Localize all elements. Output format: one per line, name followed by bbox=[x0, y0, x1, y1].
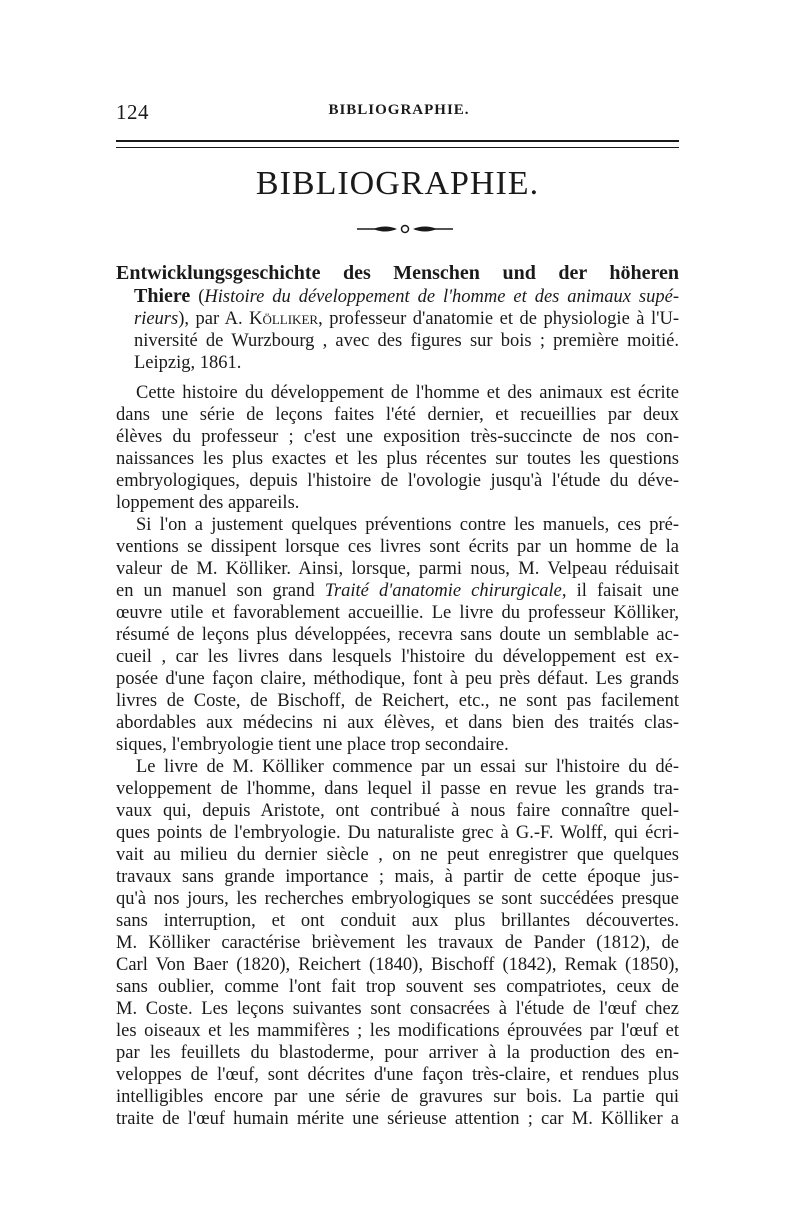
ornament-divider-icon bbox=[355, 222, 455, 236]
book-title-german: Entwicklungsgeschichte des Menschen und der höheren bbox=[116, 262, 679, 284]
double-rule-divider bbox=[116, 140, 679, 148]
body-line: loppement des appareils. bbox=[116, 493, 300, 513]
body-line: ques points de l'embryologie. Du naturaliste grec à G.-F. Wolff, qui écri- bbox=[116, 823, 679, 843]
entry-line: niversité de Wurzbourg , avec des figures sur bois ; première moitié. bbox=[134, 331, 679, 351]
body-line: valeur de M. Kölliker. Ainsi, lorsque, parmi nous, M. Velpeau réduisait bbox=[116, 559, 679, 579]
body-line: en un manuel son grand Traité d'anatomie chirurgicale, il faisait une bbox=[116, 581, 679, 601]
body-line: embryologiques, depuis l'histoire de l'ovologie jusqu'à l'étude du déve- bbox=[116, 471, 679, 491]
entry-line: rieurs), par A. Kölliker, professeur d'anatomie et de physiologie à l'U- bbox=[134, 309, 679, 329]
page-number: 124 bbox=[116, 100, 149, 124]
running-title: BIBLIOGRAPHIE. bbox=[328, 102, 470, 118]
body-line: élèves du professeur ; c'est une exposition très-succincte de nos con- bbox=[116, 427, 679, 447]
book-title-german-end: Thiere bbox=[134, 285, 191, 307]
body-line: qu'à nos jours, les recherches embryologiques se sont succédées presque bbox=[116, 889, 679, 909]
body-line: cueil , car les livres dans lesquels l'histoire du développement est ex- bbox=[116, 647, 679, 667]
body-line: sans interruption, et ont conduit aux plus brillantes découvertes. bbox=[116, 911, 679, 931]
body-line: siques, l'embryologie tient une place trop secondaire. bbox=[116, 735, 509, 755]
body-line: les oiseaux et les mammifères ; les modifications éprouvées par l'œuf et bbox=[116, 1021, 679, 1041]
body-line: Cette histoire du développement de l'homme et des animaux est écrite bbox=[136, 383, 679, 403]
book-title-french: Histoire du développement de l'homme et des animaux supé- bbox=[204, 287, 679, 307]
body-line: M. Coste. Les leçons suivantes sont consacrées à l'étude de l'œuf chez bbox=[116, 999, 679, 1019]
bibliographic-entry bbox=[116, 262, 679, 374]
body-line: livres de Coste, de Bischoff, de Reichert, etc., ne sont pas facilement bbox=[116, 691, 679, 711]
body-line: naissances les plus exactes et les plus récentes sur toutes les questions bbox=[116, 449, 679, 469]
entry-line bbox=[116, 262, 679, 285]
body-line: vait au milieu du dernier siècle , on ne peut enregistrer que quelques bbox=[116, 845, 679, 865]
body-line: veloppement de l'homme, dans lequel il passe en revue les grands tra- bbox=[116, 779, 679, 799]
body-line: veloppes de l'œuf, sont décrites d'une façon très-claire, et rendues plus bbox=[116, 1065, 679, 1085]
body-line: sans oublier, comme l'ont fait trop souvent ses compatriotes, ceux de bbox=[116, 977, 679, 997]
body-line: Si l'on a justement quelques préventions contre les manuels, ces pré- bbox=[136, 515, 679, 535]
review-body bbox=[116, 382, 679, 1130]
body-line: dans une série de leçons faites l'été dernier, et recueillies par deux bbox=[116, 405, 679, 425]
body-line: travaux sans grande importance ; mais, à partir de cette époque jus- bbox=[116, 867, 679, 887]
body-line: traite de l'œuf humain mérite une sérieuse attention ; car M. Kölliker a bbox=[116, 1109, 679, 1129]
publication-place-date: Leipzig, 1861. bbox=[134, 353, 242, 373]
section-title: BIBLIOGRAPHIE. bbox=[255, 165, 540, 202]
cited-work-title: Traité d'anatomie chirurgicale bbox=[324, 581, 562, 601]
body-line: intelligibles encore par une série de gravures sur bois. La partie qui bbox=[116, 1087, 679, 1107]
body-line: vaux qui, depuis Aristote, ont contribué à nous faire connaître quel- bbox=[116, 801, 679, 821]
body-line: ventions se dissipent lorsque ces livres sont écrits par un homme de la bbox=[116, 537, 679, 557]
body-line: œuvre utile et favorablement accueillie. Le livre du professeur Kölliker, bbox=[116, 603, 679, 623]
body-line: Carl Von Baer (1820), Reichert (1840), Bischoff (1842), Remak (1850), bbox=[116, 955, 679, 975]
body-line: résumé de leçons plus développées, recevra sans doute un semblable ac- bbox=[116, 625, 679, 645]
body-line: posée d'une façon claire, méthodique, font à peu près défaut. Les grands bbox=[116, 669, 679, 689]
body-line: Le livre de M. Kölliker commence par un essai sur l'histoire du dé- bbox=[136, 757, 679, 777]
entry-line: Thiere (Histoire du développement de l'homme et des animaux supé- bbox=[134, 285, 679, 307]
entry-line bbox=[116, 352, 679, 374]
body-line: M. Kölliker caractérise brièvement les travaux de Pander (1812), de bbox=[116, 933, 679, 953]
body-line: par les feuillets du blastoderme, pour arriver à la production des en- bbox=[116, 1043, 679, 1063]
running-head bbox=[116, 100, 682, 124]
author-name: Kölliker bbox=[249, 309, 319, 329]
body-line: abordables aux médecins ni aux élèves, et dans bien des traités clas- bbox=[116, 713, 679, 733]
